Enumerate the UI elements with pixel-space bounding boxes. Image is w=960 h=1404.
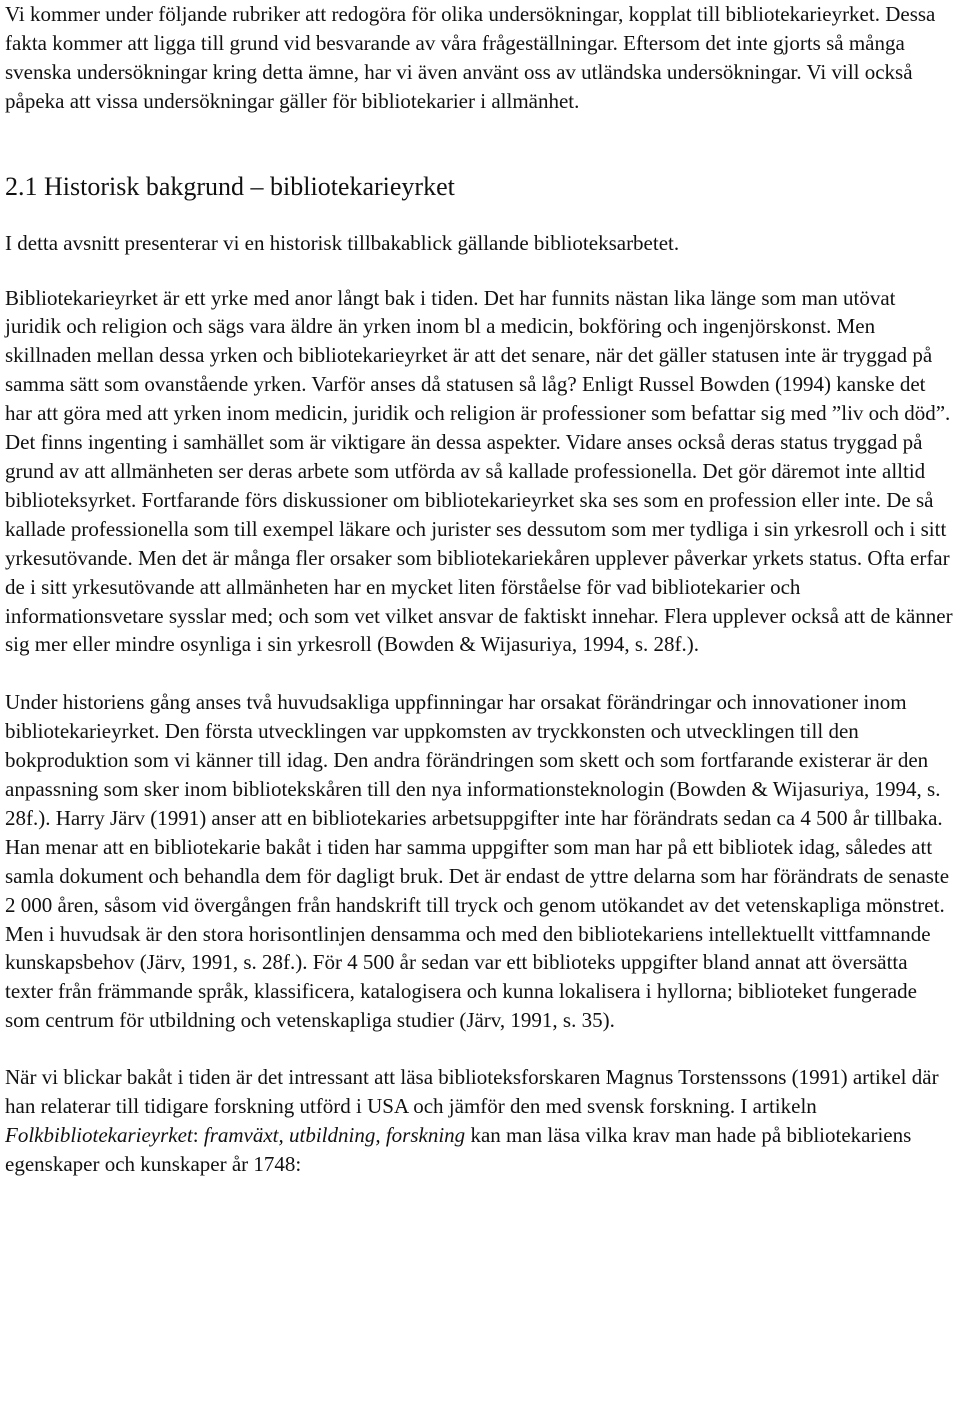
- body-paragraph-3: [5, 1063, 955, 1179]
- paragraph-3-text-after: kan man läsa vilka krav man hade på bibliotekariens egenskaper och kunskaper år 1748:: [5, 1123, 912, 1176]
- intro-paragraph: Vi kommer under följande rubriker att redogöra för olika undersökningar, kopplat till bibliotekarieyrket. Dessa fakta kommer att ligga till grund vid besvarande av våra frågeställningar. Eftersom det inte gjorts så många svenska undersökningar kring detta ämne, har vi även använt oss av utländska undersökningar. Vi vill också påpeka att vissa undersökningar gäller för bibliotekarier i allmänhet.: [5, 2, 936, 113]
- paragraph-3-colon: :: [192, 1123, 204, 1147]
- document-page: [5, 0, 955, 1179]
- article-subtitle-italic: framväxt, utbildning, forskning: [203, 1123, 466, 1147]
- body-paragraph-2: Under historiens gång anses två huvudsakliga uppfinningar har orsakat förändringar och innovationer inom bibliotekarieyrket. Den första utvecklingen var uppkomsten av tryckkonsten och utvecklingen till den bokproduktion som vi känner till idag. Den andra förändringen som skett och som fortfarande existerar är den anpassning som sker inom bibliotekskåren till den nya informationsteknologin (Bowden & Wijasuriya, 1994, s. 28f.). Harry Järv (1991) anser att en bibliotekaries arbetsuppgifter inte har förändrats sedan ca 4 500 år tillbaka. Han menar att en bibliotekarie bakåt i tiden har samma uppgifter som man har på ett bibliotek idag, således att samla dokument och behandla dem för dagligt bruk. Det är endast de yttre delarna som har förändrats de senaste 2 000 åren, såsom vid övergången från handskrift till tryck och genom utökandet av det vetenskapliga mönstret. Men i huvudsak är den stora horisontlinjen densamma och med den bibliotekariens intellektuellt vittfamnande kunskapsbehov (Järv, 1991, s. 28f.). För 4 500 år sedan var ett biblioteks uppgifter bland annat att översätta texter från främmande språk, klassificera, katalogisera och kunna lokalisera i hyllorna; biblioteket fungerade som centrum för utbildning och vetenskapliga studier (Järv, 1991, s. 35).: [5, 690, 950, 1033]
- lead-paragraph: I detta avsnitt presenterar vi en historisk tillbakablick gällande biblioteksarbetet.: [5, 230, 680, 255]
- article-title-italic: Folkbibliotekarieyrket: [5, 1123, 193, 1147]
- paragraph-3-text-before: När vi blickar bakåt i tiden är det intressant att läsa biblioteksforskaren Magnus Torstenssons (1991) artikel där han relaterar till tidigare forskning utförd i USA och jämför den med svensk forskning. I artikeln: [5, 1065, 939, 1119]
- section-heading: 2.1 Historisk bakgrund – bibliotekarieyrket: [5, 171, 455, 201]
- body-paragraph-1: Bibliotekarieyrket är ett yrke med anor långt bak i tiden. Det har funnits nästan lika länge som man utövat juridik och religion och sägs vara äldre än yrken inom bl a medicin, bokföring och ingenjörskonst. Men skillnaden mellan dessa yrken och bibliotekarieyrket är att det senare, när det gäller statusen inte är tryggad på samma sätt som ovanstående yrken. Varför anses då statusen så låg? Enligt Russel Bowden (1994) kanske det har att göra med att yrken inom medicin, juridik och religion är professioner som befattar sig med ”liv och död”. Det finns ingenting i samhället som är viktigare än dessa aspekter. Vidare anses också deras status tryggad på grund av att allmänheten ser deras arbete som utförda av så kallade professionella. Det gör däremot inte alltid biblioteksyrket. Fortfarande förs diskussioner om bibliotekarieyrket ska ses som en profession eller inte. De så kallade professionella som till exempel läkare och jurister ses dessutom som mer tydliga i sin yrkesroll och i sitt yrkesutövande. Men det är många fler orsaker som bibliotekariekåren upplever påverkar yrkets status. Ofta erfar de i sitt yrkesutövande att allmänheten har en mycket liten förståelse för vad bibliotekarier och informationsvetare sysslar med; och som vet vilket ansvar de faktiskt innehar. Flera upplever också att de känner sig mer eller mindre osynliga i sin yrkesroll (Bowden & Wijasuriya, 1994, s. 28f.).: [5, 285, 953, 657]
